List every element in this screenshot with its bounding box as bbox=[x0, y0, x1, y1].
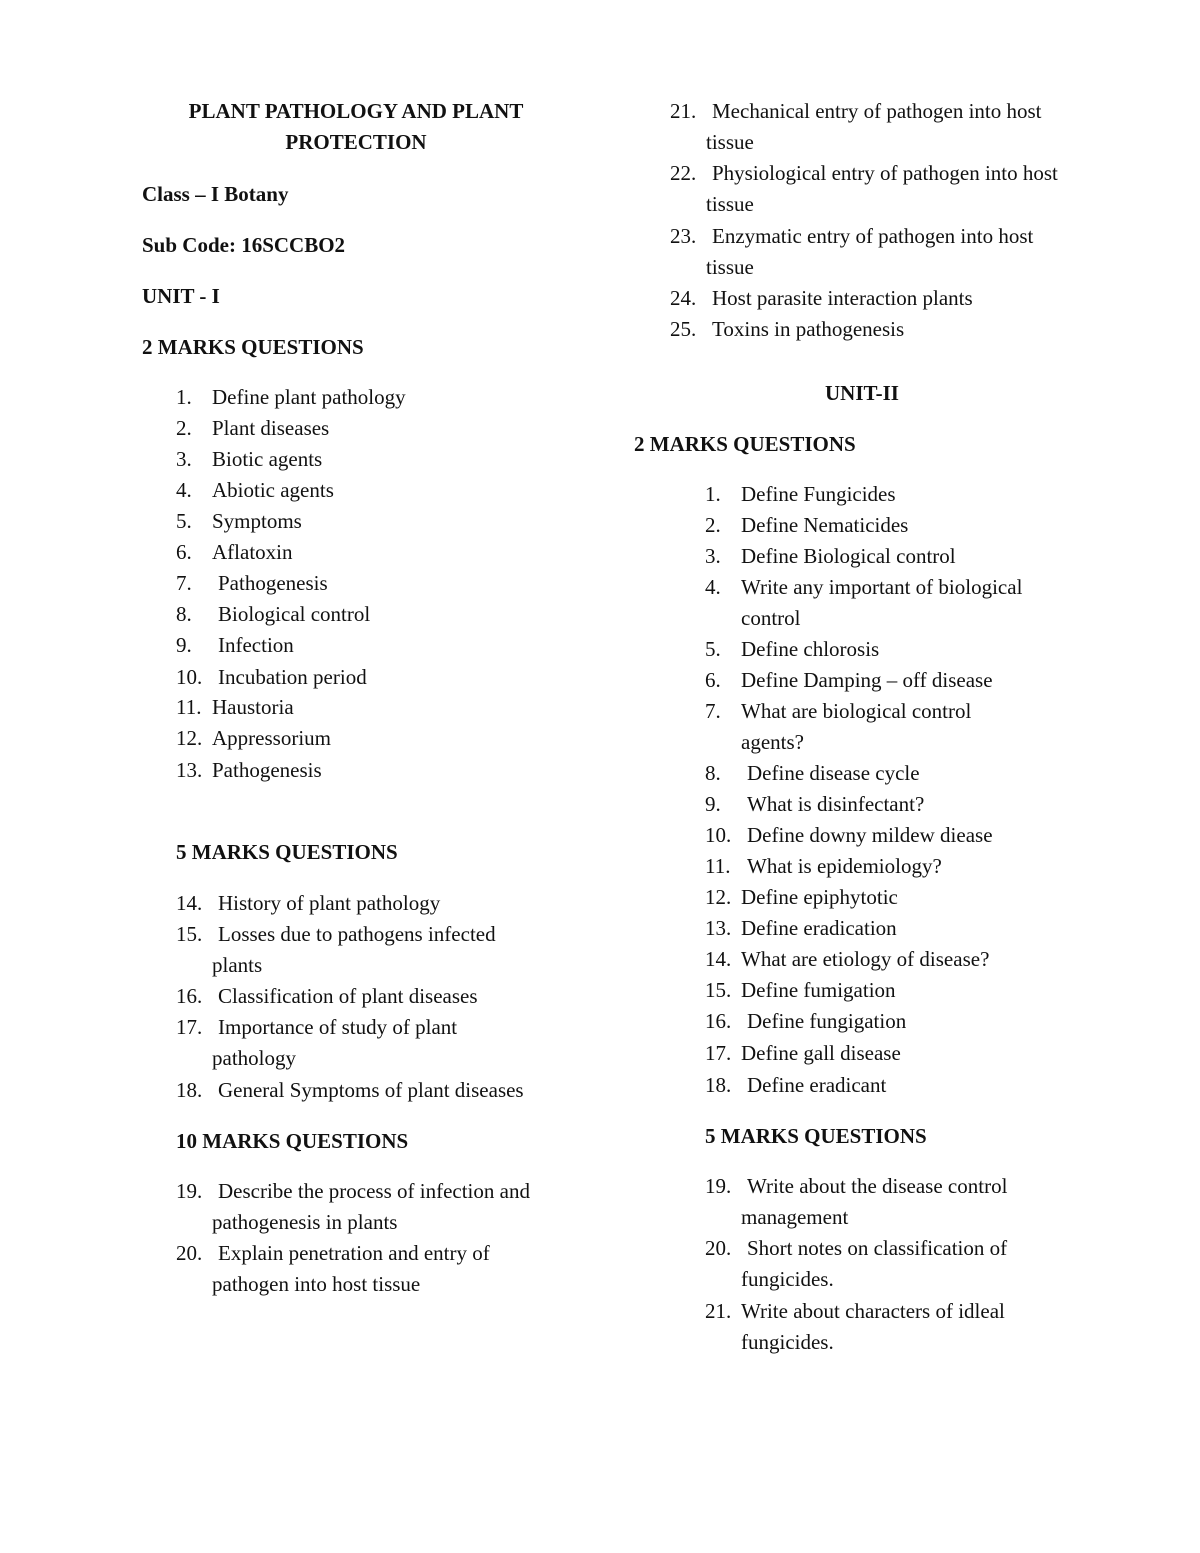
list-item: 3. Biotic agents bbox=[176, 447, 323, 471]
list-item: 17. Importance of study of plant pathology bbox=[176, 1015, 458, 1070]
unit2-5marks-heading: 5 MARKS QUESTIONS bbox=[705, 1124, 927, 1148]
list-item: 16. Classification of plant diseases bbox=[176, 984, 478, 1008]
list-item: 9. What is disinfectant? bbox=[705, 792, 925, 816]
document-title: PLANT PATHOLOGY AND PLANT PROTECTION bbox=[188, 99, 524, 154]
list-item: 19. Write about the disease control management bbox=[705, 1174, 1008, 1229]
list-item: 11. What is epidemiology? bbox=[705, 854, 942, 878]
unit1-5marks-heading: 5 MARKS QUESTIONS bbox=[176, 840, 398, 864]
list-item: 10. Incubation period bbox=[176, 665, 367, 689]
list-item: 15. Define fumigation bbox=[705, 978, 896, 1002]
list-item: 3. Define Biological control bbox=[705, 544, 956, 568]
list-item: 18. Define eradicant bbox=[705, 1073, 887, 1097]
unit1-heading: UNIT - I bbox=[142, 284, 220, 308]
list-item: 13. Pathogenesis bbox=[176, 758, 322, 782]
class-line: Class – I Botany bbox=[142, 182, 289, 206]
list-item: 11. Haustoria bbox=[176, 695, 294, 719]
list-item: 5. Define chlorosis bbox=[705, 637, 880, 661]
list-item: 18. General Symptoms of plant diseases bbox=[176, 1078, 524, 1102]
unit2-heading: UNIT-II bbox=[825, 381, 899, 405]
list-item: 16. Define fungigation bbox=[705, 1009, 907, 1033]
list-item: 6. Define Damping – off disease bbox=[705, 668, 993, 692]
list-item: 4. Abiotic agents bbox=[176, 478, 334, 502]
list-item: 13. Define eradication bbox=[705, 916, 897, 940]
list-item: 9. Infection bbox=[176, 633, 294, 657]
list-item: 8. Define disease cycle bbox=[705, 761, 920, 785]
list-item: 8. Biological control bbox=[176, 602, 371, 626]
list-item: 24. Host parasite interaction plants bbox=[670, 286, 973, 310]
list-item: 2. Plant diseases bbox=[176, 416, 330, 440]
list-item: 12. Appressorium bbox=[176, 726, 331, 750]
list-item: 2. Define Nematicides bbox=[705, 513, 909, 537]
list-item: 20. Explain penetration and entry of pathogen into host tissue bbox=[176, 1241, 490, 1296]
list-item: 21. Write about characters of idleal fungicides. bbox=[705, 1299, 1005, 1354]
list-item: 20. Short notes on classification of fungicides. bbox=[705, 1236, 1008, 1291]
list-item: 5. Symptoms bbox=[176, 509, 302, 533]
list-item: 23. Enzymatic entry of pathogen into host tissue bbox=[670, 224, 1034, 279]
list-item: 6. Aflatoxin bbox=[176, 540, 293, 564]
list-item: 19. Describe the process of infection and pathogenesis in plants bbox=[176, 1179, 530, 1234]
sub-code: Sub Code: 16SCCBO2 bbox=[142, 233, 346, 257]
list-item: 14. History of plant pathology bbox=[176, 891, 441, 915]
unit1-10marks-heading: 10 MARKS QUESTIONS bbox=[176, 1129, 409, 1153]
unit2-2marks-heading: 2 MARKS QUESTIONS bbox=[634, 432, 856, 456]
list-item: 12. Define epiphytotic bbox=[705, 885, 898, 909]
list-item: 7. Pathogenesis bbox=[176, 571, 328, 595]
list-item: 4. Write any important of biological control bbox=[705, 575, 1023, 630]
list-item: 25. Toxins in pathogenesis bbox=[670, 317, 905, 341]
list-item: 21. Mechanical entry of pathogen into host tissue bbox=[670, 99, 1042, 154]
list-item: 1. Define plant pathology bbox=[176, 385, 406, 409]
unit1-2marks-heading: 2 MARKS QUESTIONS bbox=[142, 335, 364, 359]
list-item: 22. Physiological entry of pathogen into host tissue bbox=[670, 161, 1058, 216]
list-item: 15. Losses due to pathogens infected plants bbox=[176, 922, 496, 977]
list-item: 1. Define Fungicides bbox=[705, 482, 896, 506]
list-item: 7. What are biological control agents? bbox=[705, 699, 972, 754]
list-item: 14. What are etiology of disease? bbox=[705, 947, 990, 971]
list-item: 17. Define gall disease bbox=[705, 1041, 901, 1065]
list-item: 10. Define downy mildew diease bbox=[705, 823, 993, 847]
